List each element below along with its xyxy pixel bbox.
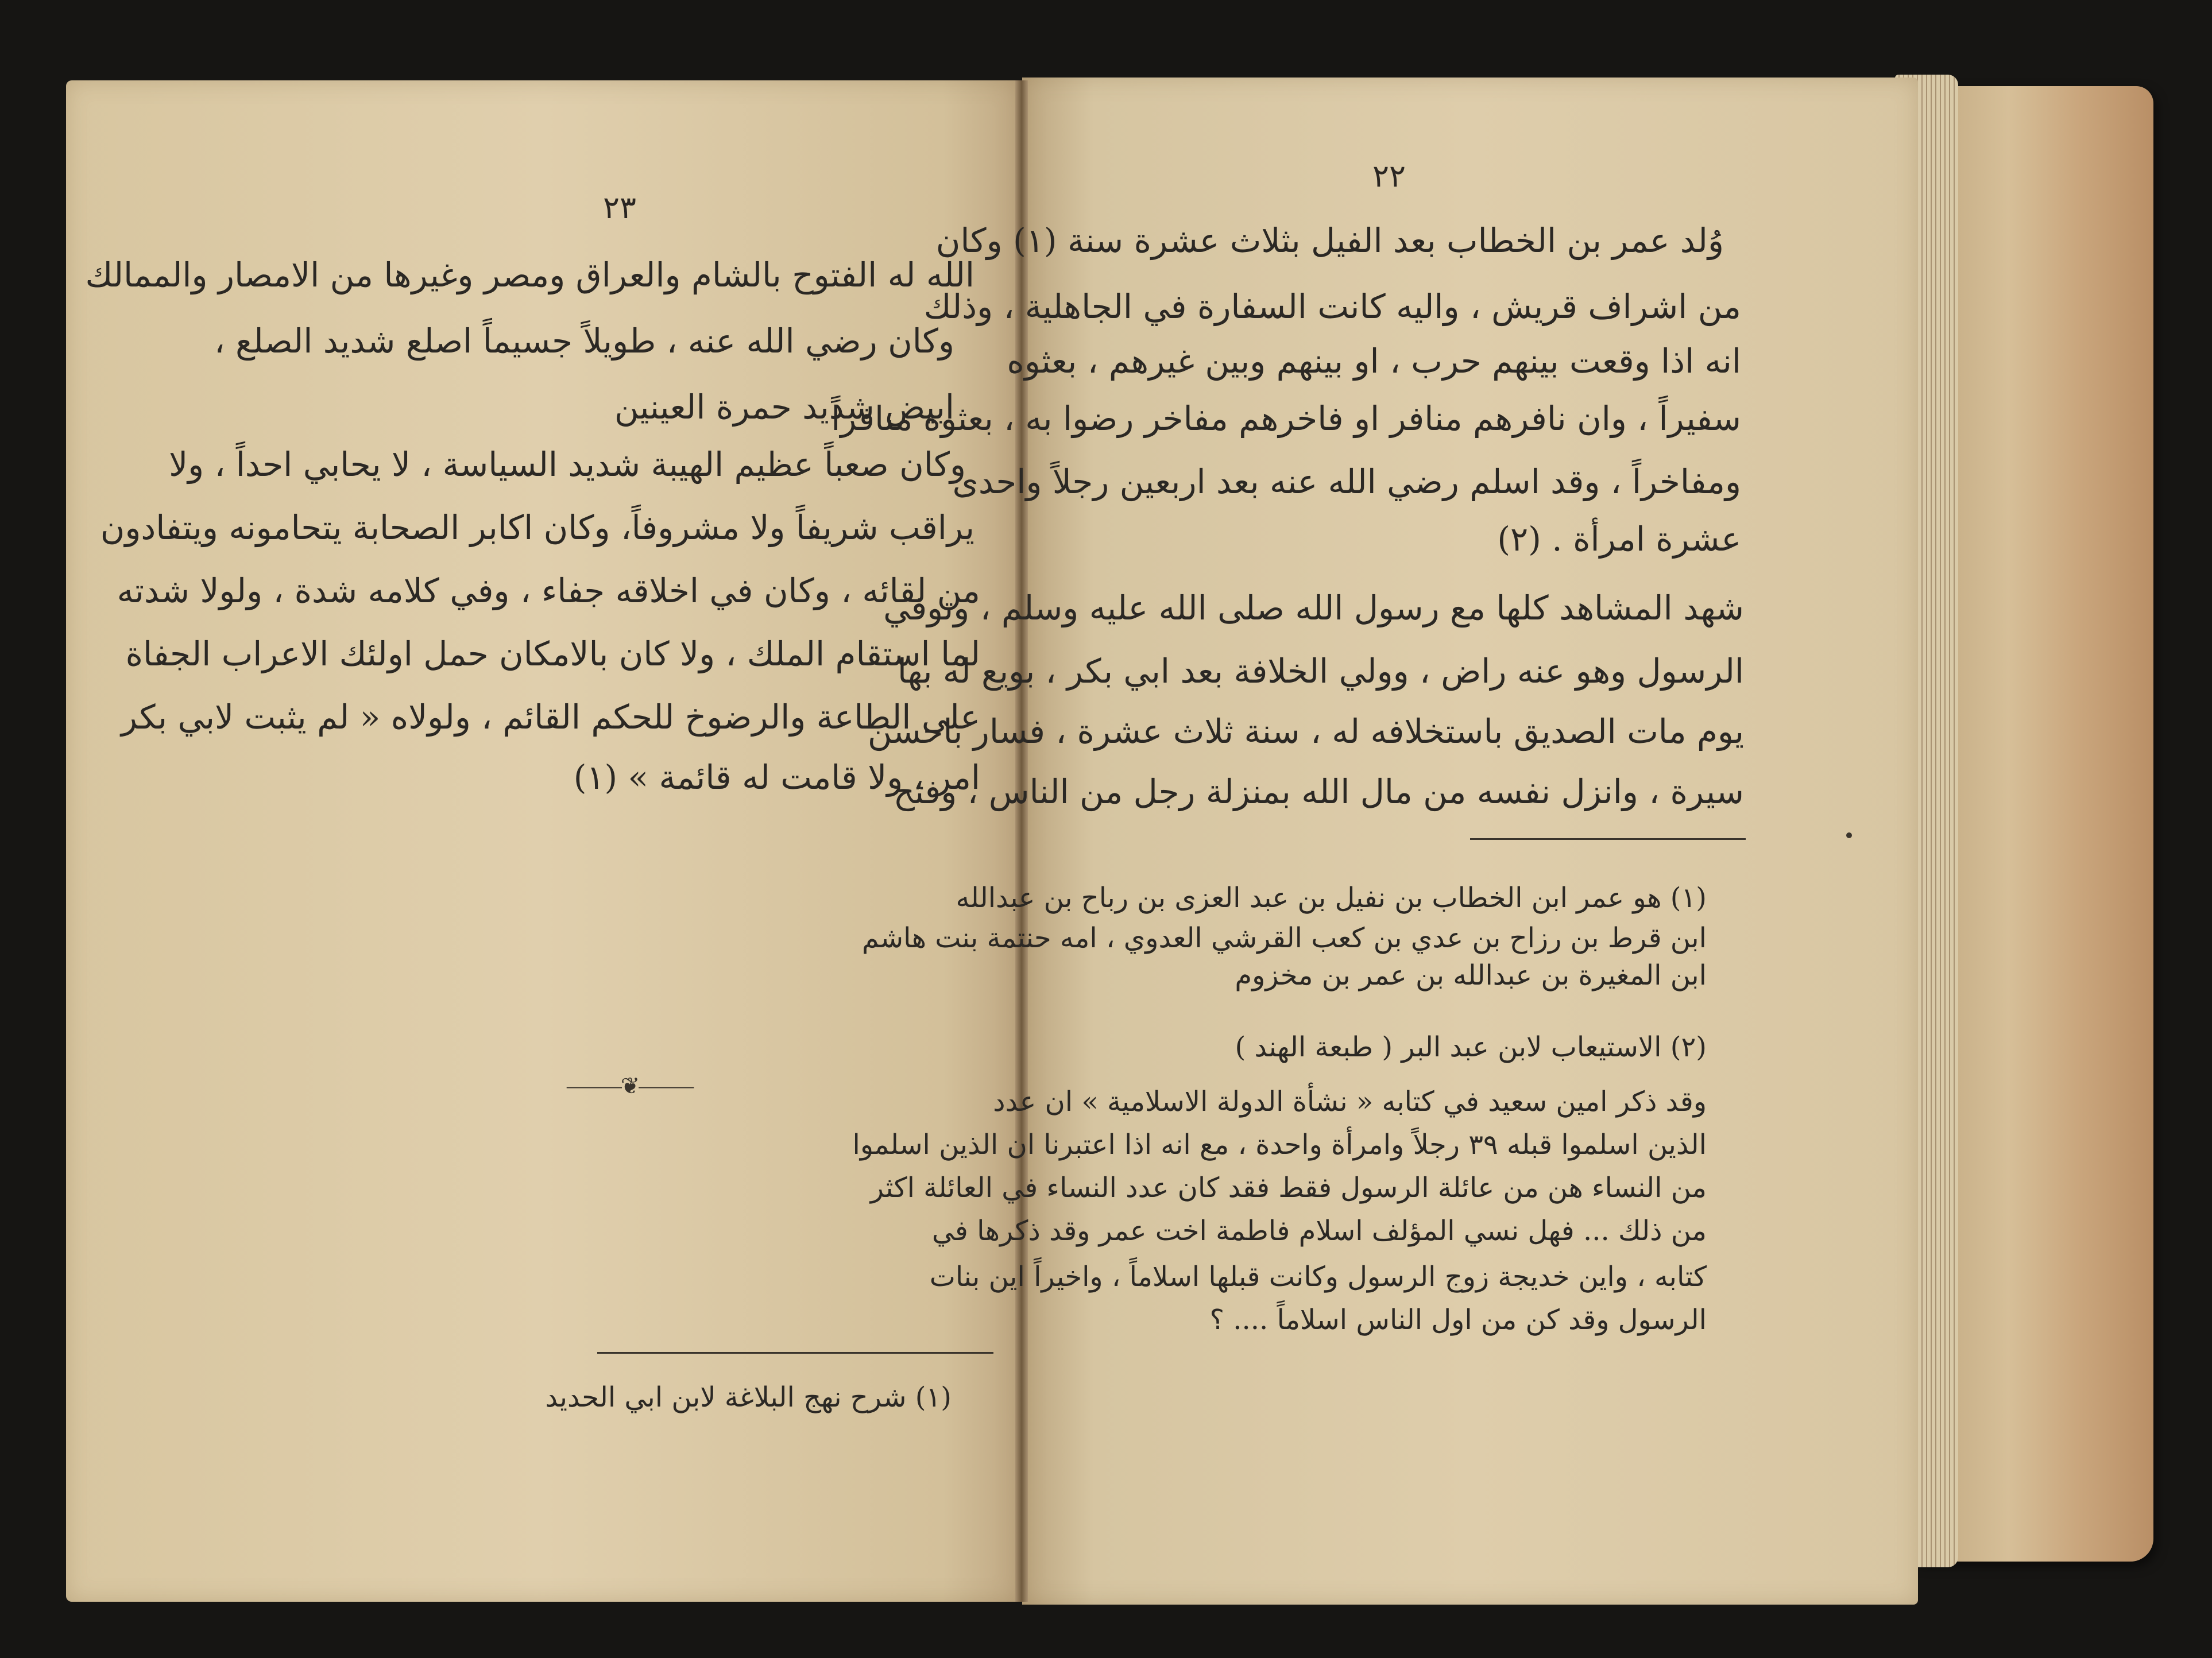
left-page [66,80,1019,1602]
right-line-9: يوم مات الصديق باستخلافه له ، سنة ثلاث عشرة ، فسار باحسن [867,712,1744,751]
right-line-5: ومفاخراً ، وقد اسلم رضي الله عنه بعد اربعين رجلاً واحدى [952,462,1741,501]
right-page-number: ٢٢ [1372,158,1406,194]
right-line-3: انه اذا وقعت بينهم حرب ، او بينهم وبين غيرهم ، بعثوه [1007,342,1741,381]
page-mark-dot [1846,832,1852,838]
right-line-1: وُلد عمر بن الخطاب بعد الفيل بثلاث عشرة سنة (١) وكان [935,221,1724,260]
right-line-10: سيرة ، وانزل نفسه من مال الله بمنزلة رجل من الناس ، وفتح [893,772,1744,811]
left-line-6: من لقائه ، وكان في اخلاقه جفاء ، وفي كلامه شدة ، ولولا شدته [117,571,980,610]
left-line-4: وكان صعباً عظيم الهيبة شديد السياسة ، لا يحابي احداً ، ولا [169,445,966,484]
right-line-4: سفيراً ، وان نافرهم منافر او فاخرهم مفاخر رضوا به ، بعثوه منافراً [831,399,1741,438]
right-line-2: من اشراف قريش ، واليه كانت السفارة في الجاهلية ، وذلك [923,287,1741,326]
left-page-number: ٢٣ [603,189,637,226]
right-line-6: عشرة امرأة . (٢) [1497,520,1741,559]
left-line-8: على الطاعة والرضوخ للحكم القائم ، ولولاه « لم يثبت لابي بكر [121,698,980,737]
right-line-7: شهد المشاهد كلها مع رسول الله صلى الله عليه وسلم ، وتوفي [883,588,1744,627]
section-ornament: ⸻❦⸻ [566,1073,693,1099]
left-line-3: ابيض شديد حمرة العينين [614,388,954,427]
right-footnote-5: وقد ذكر امين سعيد في كتابه « نشأة الدولة الاسلامية » ان عدد [993,1086,1707,1118]
right-footnote-rule [1470,838,1746,840]
left-footnote-rule [597,1352,993,1354]
left-line-5: يراقب شريفاً ولا مشروفاً، وكان اكابر الصحابة يتحامونه ويتفادون [100,508,974,547]
right-line-8: الرسول وهو عنه راض ، وولي الخلافة بعد ابي بكر ، بويع له بها [897,652,1744,691]
right-footnote-10: الرسول وقد كن من اول الناس اسلاماً .... ؟ [1209,1304,1707,1336]
right-footnote-4: (٢) الاستيعاب لابن عبد البر ( طبعة الهند ) [1235,1031,1707,1063]
right-footnote-7: من النساء هن من عائلة الرسول فقط فقد كان عدد النساء في العائلة اكثر [870,1172,1707,1204]
right-footnote-2: ابن قرط بن رزاح بن عدي بن كعب القرشي العدوي ، امه حنتمة بنت هاشم [861,922,1707,954]
right-footnote-1: (١) هو عمر ابن الخطاب بن نفيل بن عبد العزى بن رباح بن عبدالله [956,882,1707,914]
left-line-1: الله له الفتوح بالشام والعراق ومصر وغيرها من الامصار والممالك [85,255,974,295]
left-line-7: لما استقام الملك ، ولا كان بالامكان حمل اولئك الاعراب الجفاة [125,634,980,673]
left-line-9: امر ، ولا قامت له قائمة » (١) [573,758,980,797]
right-footnote-3: ابن المغيرة بن عبدالله بن عمر بن مخزوم [1235,959,1707,991]
right-footnote-8: من ذلك ... فهل نسي المؤلف اسلام فاطمة اخت عمر وقد ذكرها في [931,1215,1707,1247]
right-footnote-6: الذين اسلموا قبله ٣٩ رجلاً وامرأة واحدة ، مع انه اذا اعتبرنا ان الذين اسلموا [852,1129,1707,1161]
left-line-2: وكان رضي الله عنه ، طويلاً جسيماً اصلع شديد الصلع ، [214,321,954,361]
left-footnote: (١) شرح نهج البلاغة لابن ابي الحديد [545,1381,952,1413]
right-footnote-9: كتابه ، واين خديجة زوج الرسول وكانت قبلها اسلاماً ، واخيراً اين بنات [929,1261,1707,1293]
